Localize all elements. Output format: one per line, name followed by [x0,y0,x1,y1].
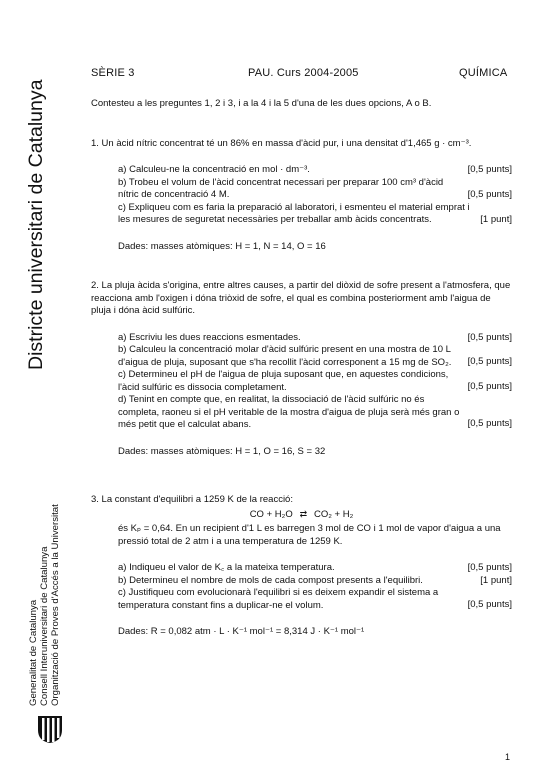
q1-dades: Dades: masses atòmiques: H = 1, N = 14, O = 16 [118,240,326,252]
q1-a: [0,5 punts] a) Calculeu-ne la concentració en mol · dm⁻³. [118,164,512,175]
points: [0,5 punts] [467,331,512,343]
q3-a: [0,5 punts] a) Indiqueu el valor de K꜀ a la mateixa temperatura. [118,562,512,573]
q3-c: [0,5 punts] c) Justifiqueu com evolucionarà l'equilibri si es deixem expandir el sistema a temperatura constant fins a duplicar-ne el volum. [118,587,512,611]
district-title: Districte universitari de Catalunya [25,79,47,370]
points: [0,5 punts] [467,599,512,610]
points: [0,5 punts] [467,418,512,429]
header-course: PAU. Curs 2004-2005 [248,67,359,79]
equilibrium-equation: CO + H₂O ⇄ CO₂ + H₂ [249,508,354,520]
intro: Contesteu a les preguntes 1, 2 i 3, i a la 4 i la 5 d'una de les dues opcions, A o B. [91,98,432,109]
q1-stem: 1. Un àcid nítric concentrat té un 86% en massa d'àcid pur, i una densitat d'1,465 g · cm⁻³. [91,137,472,149]
question-3 [91,494,512,639]
org-line: Generalitat de Catalunya [28,599,39,706]
question-2 [91,280,512,458]
q2-stem: 2. La pluja àcida s'origina, entre altres causes, a partir del diòxid de sofre present a l'atmosfera, que reacciona amb l'oxigen i dóna triòxid de sofre, el qual es combina posteriorment amb l'aigua de pluja i dóna àcid sulfúric. [91,280,511,316]
points: [0,5 punts] [467,562,512,573]
q3-after: és Kₚ = 0,64. En un recipient d'1 L es barregen 3 mol de CO i 1 mol de vapor d'aigua a una pressió total de 2 atm i a una temperatura de 1259 K. [118,523,501,547]
page-number: 1 [504,752,510,762]
header-serie: SÈRIE 3 [91,67,135,79]
q3-b: [1 punt] b) Determineu el nombre de mols de cada compost presents a l'equilibri. [118,574,512,586]
points: [1 punt] [480,574,512,586]
header-subject: QUÍMICA [459,67,508,79]
q1-b: [0,5 punts] b) Trobeu el volum de l'àcid concentrat necessari per preparar 100 cm³ d'àcid nítric de concentració 4 M. [118,176,512,200]
points: [0,5 punts] [467,188,512,200]
q2-c: [0,5 punts] c) Determineu el pH de l'aigua de pluja suposant que, en aquestes condicions, l'àcid sulfúric es dissocia completament. [118,369,512,393]
org-line: Consell Interuniversitari de Catalunya [39,546,50,706]
q2-d: [0,5 punts] d) Tenint en compte que, en realitat, la dissociació de l'àcid sulfúric no és completa, raoneu si el pH veritable de la mostra d'aigua de pluja serà més gran o més petit que el calculat abans. [118,394,512,430]
q3-dades: Dades: R = 0,082 atm · L · K⁻¹ mol⁻¹ = 8,314 J · K⁻¹ mol⁻¹ [118,626,365,637]
q2-dades: Dades: masses atòmiques: H = 1, O = 16, S = 32 [118,445,326,457]
org-block [28,504,61,706]
q2-a: [0,5 punts] a) Escriviu les dues reaccions esmentades. [118,331,512,343]
points: [0,5 punts] [467,164,512,175]
points: [1 punt] [480,213,512,225]
org-line: Organització de Proves d'Accés a la Universitat [50,504,61,706]
exam-content [91,98,512,639]
q1-c: [1 punt] c) Expliqueu com es faria la preparació al laboratori, i esmenteu el material emprat i les mesures de seguretat necessàries per treballar amb àcids concentrats. [118,201,512,225]
question-1 [91,138,512,254]
equilibrium-arrows-icon: ⇄ [299,508,308,519]
points: [0,5 punts] [467,381,512,392]
q3-stem: 3. La constant d'equilibri a 1259 K de la reacció: [91,494,293,505]
generalitat-logo [36,714,64,744]
points: [0,5 punts] [467,356,512,367]
q2-b: [0,5 punts] b) Calculeu la concentració molar d'àcid sulfúric present en una mostra de 10 L d'aigua de pluja, suposant que s'ha recollit l'àcid corresponent a 15 mg de SO₂. [118,344,512,368]
